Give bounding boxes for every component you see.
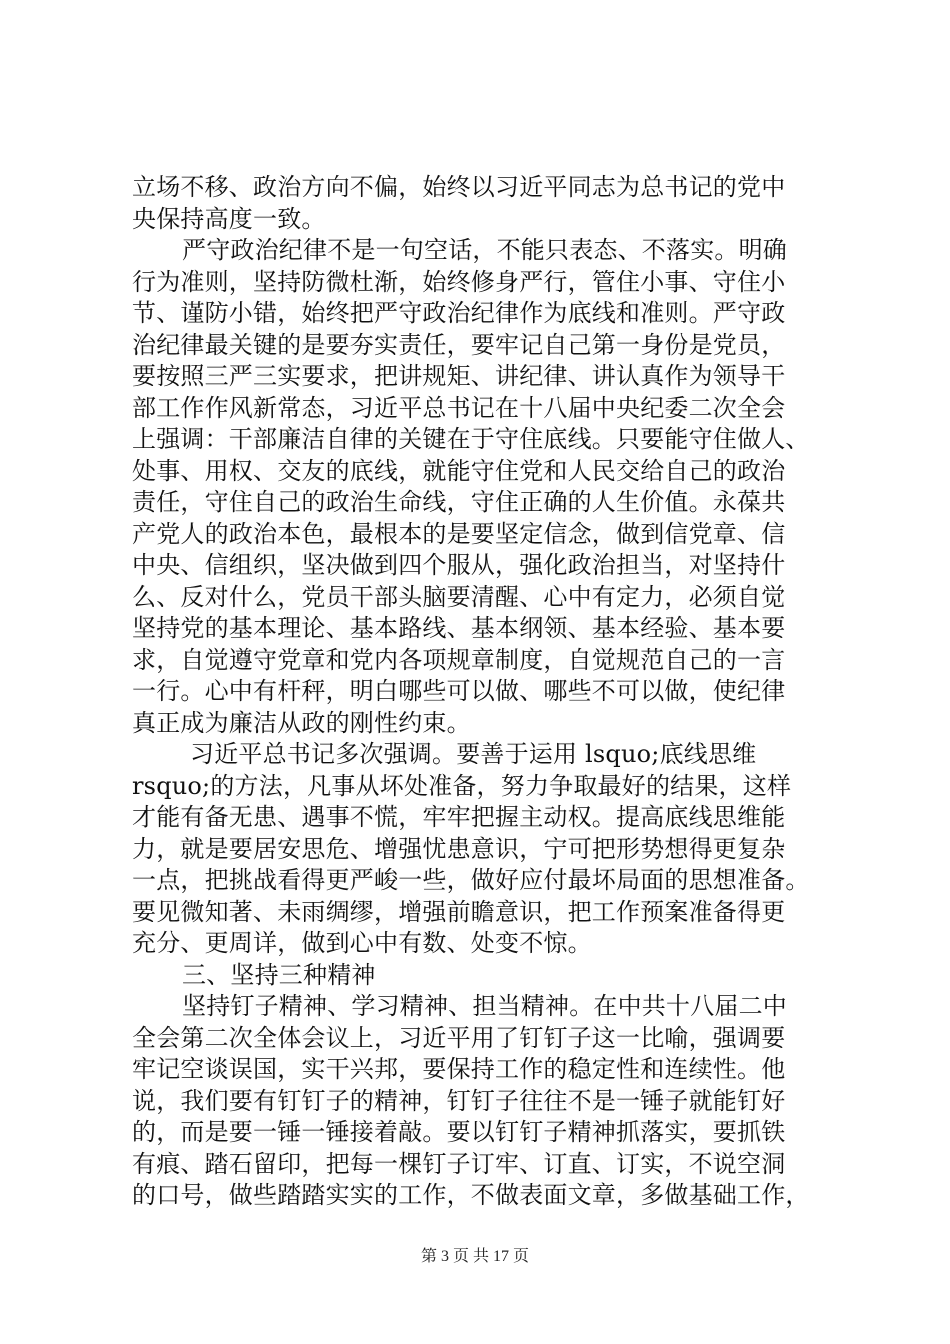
text-line: 充分、更周详，做到心中有数、处变不惊。 <box>132 929 592 957</box>
page-footer: 第 3 页 共 17 页 <box>420 1248 529 1265</box>
text-line: 么、反对什么，党员干部头脑要清醒、心中有定力，必须自觉 <box>132 582 786 611</box>
text-line: 坚持党的基本理论、基本路线、基本纲领、基本经验、基本要 <box>132 614 786 642</box>
text-line: 的口号，做些踏踏实实的工作，不做表面文章，多做基础工作， <box>132 1181 810 1209</box>
text-line: 一行。心中有杆秤，明白哪些可以做、哪些不可以做，使纪律 <box>132 677 786 705</box>
text-line: 有痕、踏石留印，把每一棵钉子订牢、订直、订实，不说空洞 <box>132 1149 786 1178</box>
text-line: 全会第二次全体会议上，习近平用了钉钉子这一比喻，强调要 <box>132 1023 786 1052</box>
text-line: 严守政治纪律不是一句空话，不能只表态、不落实。明确 <box>182 236 787 264</box>
text-line: 中央、信组织，坚决做到四个服从，强化政治担当，对坚持什 <box>132 551 786 579</box>
text-line: 一点，把挑战看得更严峻一些，做好应付最坏局面的思想准备。 <box>132 866 810 894</box>
text-line: 才能有备无患、遇事不慌，牢牢把握主动权。提高底线思维能 <box>132 803 786 831</box>
text-line: 产党人的政治本色，最根本的是要坚定信念，做到信党章、信 <box>132 519 786 548</box>
text-line: 责任，守住自己的政治生命线，守住正确的人生价值。永葆共 <box>132 488 786 516</box>
text-line: 上强调：干部廉洁自律的关键在于守住底线。只要能守住做人、 <box>132 425 810 453</box>
text-line: 立场不移、政治方向不偏，始终以习近平同志为总书记的党中 <box>132 173 786 201</box>
text-line: 习近平总书记多次强调。要善于运用 lsquo;底线思维 <box>190 740 757 768</box>
text-line: 处事、用权、交友的底线，就能守住党和人民交给自己的政治 <box>132 456 786 485</box>
text-line: 牢记空谈误国，实干兴邦，要保持工作的稳定性和连续性。他 <box>132 1055 786 1083</box>
text-line: 说，我们要有钉钉子的精神，钉钉子往往不是一锤子就能钉好 <box>132 1086 786 1115</box>
section-heading: 三、坚持三种精神 <box>182 960 376 989</box>
text-line: 要见微知著、未雨绸缪，增强前瞻意识，把工作预案准备得更 <box>132 897 786 926</box>
text-line: 节、谨防小错，始终把严守政治纪律作为底线和准则。严守政 <box>132 299 786 327</box>
text-line: 行为准则，坚持防微杜渐，始终修身严行，管住小事、守住小 <box>132 267 786 296</box>
text-line: 力，就是要居安思危、增强忧患意识，宁可把形势想得更复杂 <box>132 834 786 863</box>
text-line: 部工作作风新常态，习近平总书记在十八届中央纪委二次全会 <box>132 393 786 422</box>
text-line: 求，自觉遵守党章和党内各项规章制度，自觉规范自己的一言 <box>132 645 786 674</box>
text-line: 治纪律最关键的是要夯实责任，要牢记自己第一身份是党员， <box>132 330 786 359</box>
text-line: 真正成为廉洁从政的刚性约束。 <box>132 708 471 737</box>
text-line: 坚持钉子精神、学习精神、担当精神。在中共十八届二中 <box>182 992 787 1020</box>
text-line: rsquo;的方法，凡事从坏处准备，努力争取最好的结果，这样 <box>132 771 792 800</box>
text-line: 要按照三严三实要求，把讲规矩、讲纪律、讲认真作为领导干 <box>132 362 786 390</box>
text-line: 央保持高度一致。 <box>132 204 326 233</box>
text-line: 的，而是要一锤一锤接着敲。要以钉钉子精神抓落实，要抓铁 <box>132 1118 786 1146</box>
